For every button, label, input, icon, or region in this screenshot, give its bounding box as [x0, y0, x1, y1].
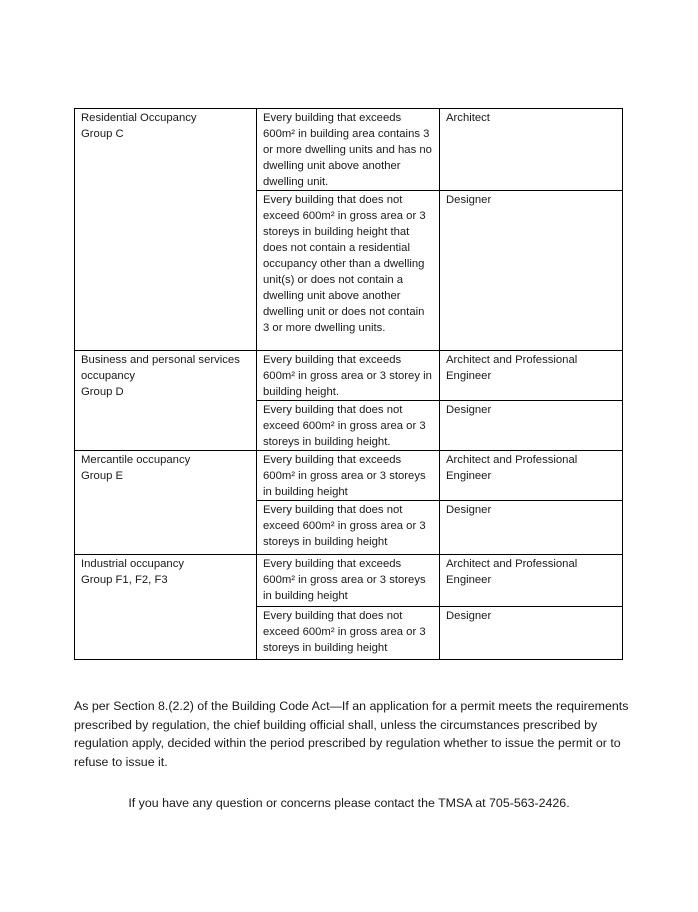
occupancy-cell — [75, 451, 257, 555]
description-cell: Every building that exceeds 600m² in gross area or 3 storeys in building height — [257, 451, 440, 501]
occupancy-cell — [75, 555, 257, 660]
occupancy-label: occupancy — [81, 370, 136, 382]
professional-cell: Designer — [440, 191, 623, 351]
description-cell: Every building that does not exceed 600m² in gross area or 3 storeys in building height — [257, 607, 440, 660]
professional-cell: Architect and Professional Engineer — [440, 555, 623, 607]
permit-requirements-table — [74, 108, 623, 660]
professional-cell: Architect and Professional Engineer — [440, 351, 623, 401]
professional-cell: Designer — [440, 501, 623, 555]
description-cell: Every building that does not exceed 600m² in gross area or 3 storeys in building height that does not contain a residential occupancy other than a dwelling unit(s) or does not contain a dwelling unit above another dwelling unit or does not contain 3 or more dwelling units. — [257, 191, 440, 351]
table-row — [75, 351, 623, 401]
occupancy-group: Group C — [81, 128, 124, 140]
occupancy-label: Residential Occupancy — [81, 112, 197, 124]
professional-cell: Architect and Professional Engineer — [440, 451, 623, 501]
occupancy-cell — [75, 351, 257, 451]
table-row — [75, 555, 623, 607]
table-row — [75, 109, 623, 191]
occupancy-label: Mercantile occupancy — [81, 454, 191, 466]
description-cell: Every building that exceeds 600m² in gross area or 3 storey in building height. — [257, 351, 440, 401]
description-cell: Every building that does not exceed 600m² in gross area or 3 storeys in building height. — [257, 401, 440, 451]
building-code-act-paragraph: As per Section 8.(2.2) of the Building Code Act—If an application for a permit meets the requirements prescribed by regulation, the chief building official shall, unless the circumstances prescribed by regulation apply, decided within the period prescribed by regulation whether to issue the permit or to refuse to issue it. — [74, 699, 629, 769]
table-row — [75, 451, 623, 501]
occupancy-group: Group F1, F2, F3 — [81, 574, 168, 586]
occupancy-group: Group E — [81, 470, 124, 482]
description-cell: Every building that exceeds 600m² in gross area or 3 storeys in building height — [257, 555, 440, 607]
professional-cell: Architect — [440, 109, 623, 191]
occupancy-group: Group D — [81, 386, 124, 398]
professional-cell: Designer — [440, 607, 623, 660]
description-cell: Every building that exceeds 600m² in building area contains 3 or more dwelling units and has no dwelling unit above another dwelling unit. — [257, 109, 440, 191]
contact-line: If you have any question or concerns please contact the TMSA at 705-563-2426. — [128, 796, 570, 810]
occupancy-label: Business and personal services — [81, 354, 240, 366]
occupancy-label: Industrial occupancy — [81, 558, 184, 570]
occupancy-cell — [75, 109, 257, 351]
professional-cell: Designer — [440, 401, 623, 451]
description-cell: Every building that does not exceed 600m² in gross area or 3 storeys in building height — [257, 501, 440, 555]
